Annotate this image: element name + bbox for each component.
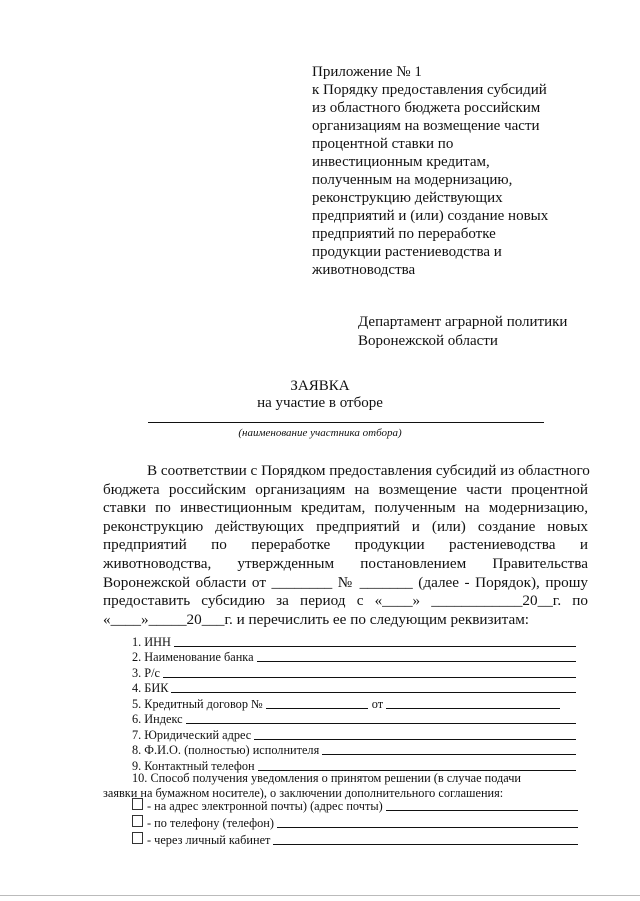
requisites-list [132, 634, 576, 774]
paragraph-line: бюджета российским организациям на возмещение части процентной [103, 480, 588, 498]
document-subtitle: на участие в отборе [257, 395, 383, 411]
department-line-2: Воронежской области [358, 333, 498, 349]
request-paragraph [103, 462, 588, 629]
credit-date-input-line[interactable] [386, 708, 560, 709]
bik-input-line[interactable] [171, 692, 576, 693]
document-title: ЗАЯВКА [290, 378, 350, 394]
inn-input-line[interactable] [174, 646, 576, 647]
phone-checkbox[interactable] [132, 815, 143, 827]
appendix-line: процентной ставки по [312, 136, 454, 152]
bank-input-line[interactable] [257, 661, 576, 662]
index-label: 6. Индекс [132, 712, 183, 726]
appendix-line: инвестиционным кредитам, [312, 154, 490, 170]
appendix-line: реконструкцию действующих [312, 190, 503, 206]
credit-date-label: от [371, 696, 384, 711]
paragraph-line: Воронежской области от ________ № _______ (далее - Порядок), прошу [103, 573, 588, 591]
index-input-line[interactable] [186, 723, 576, 724]
notification-heading-line-1: 10. Способ получения уведомления о принятом решении (в случае подачи [132, 771, 521, 785]
legal-address-input-line[interactable] [254, 739, 576, 740]
appendix-line: Приложение № 1 [312, 64, 422, 80]
notification-options [132, 797, 578, 848]
participant-name-caption: (наименование участника отбора) [238, 427, 402, 439]
index-field [132, 712, 576, 728]
email-option-label: - на адрес электронной почты) (адрес почты) [147, 799, 383, 813]
phone-option-label: - по телефону (телефон) [147, 816, 274, 830]
paragraph-line: ставки по инвестиционным кредитам, полученным на модернизацию, [103, 499, 588, 517]
cabinet-input-line[interactable] [273, 844, 578, 845]
department-line-1: Департамент аграрной политики [358, 314, 568, 330]
option-cabinet [132, 831, 578, 848]
appendix-line: животноводства [312, 262, 416, 278]
cabinet-option-label: - через личный кабинет [147, 833, 271, 847]
appendix-block [312, 63, 612, 279]
legal-address-field [132, 727, 576, 743]
participant-name-line[interactable] [148, 422, 544, 423]
executor-name-field [132, 743, 576, 759]
cabinet-checkbox[interactable] [132, 832, 143, 844]
appendix-line: предприятий по переработке [312, 226, 496, 242]
appendix-line: организациям на возмещение части [312, 118, 540, 134]
paragraph-line: животноводства, утвержденным постановлением Правительства [103, 554, 588, 572]
paragraph-line: В соответствии с Порядком предоставления субсидий из областного [147, 462, 590, 479]
inn-field [132, 634, 576, 650]
paragraph-line: предприятий по переработке продукции растениеводства и [103, 536, 588, 554]
credit-agreement-field [132, 696, 576, 712]
executor-name-label: 8. Ф.И.О. (полностью) исполнителя [132, 743, 320, 757]
account-input-line[interactable] [163, 677, 576, 678]
email-input-line[interactable] [386, 810, 578, 811]
appendix-line: из областного бюджета российским [312, 100, 541, 116]
bank-field [132, 650, 576, 666]
paragraph-line: предоставить субсидию за период с «____» ____________20__г. по [103, 592, 588, 610]
appendix-line: к Порядку предоставления субсидий [312, 82, 547, 98]
page-bottom-rule [0, 895, 640, 896]
appendix-line: предприятий и (или) создание новых [312, 208, 549, 224]
department-block [358, 313, 567, 351]
credit-number-input-line[interactable] [266, 708, 368, 709]
email-checkbox[interactable] [132, 798, 143, 810]
account-field [132, 665, 576, 681]
paragraph-line: «____»_____20___г. и перечислить ее по следующим реквизитам: [103, 610, 530, 628]
bik-label: 4. БИК [132, 681, 169, 695]
credit-agreement-label: 5. Кредитный договор № [132, 696, 263, 711]
paragraph-line: реконструкцию действующих предприятий и (или) создание новых [103, 517, 588, 535]
notification-heading-line-2: заявки на бумажном носителе), о заключении дополнительного соглашения: [103, 786, 504, 800]
legal-address-label: 7. Юридический адрес [132, 727, 252, 742]
appendix-line: продукции растениеводства и [312, 244, 502, 260]
executor-name-input-line[interactable] [322, 754, 576, 755]
bank-label: 2. Наименование банка [132, 650, 254, 664]
option-email [132, 797, 578, 814]
contact-phone-label: 9. Контактный телефон [132, 758, 255, 773]
bik-field [132, 681, 576, 697]
account-label: 3. Р/с [132, 665, 161, 680]
inn-label: 1. ИНН [132, 634, 171, 649]
option-phone [132, 814, 578, 831]
appendix-line: полученным на модернизацию, [312, 172, 513, 188]
phone-input-line[interactable] [277, 827, 578, 828]
